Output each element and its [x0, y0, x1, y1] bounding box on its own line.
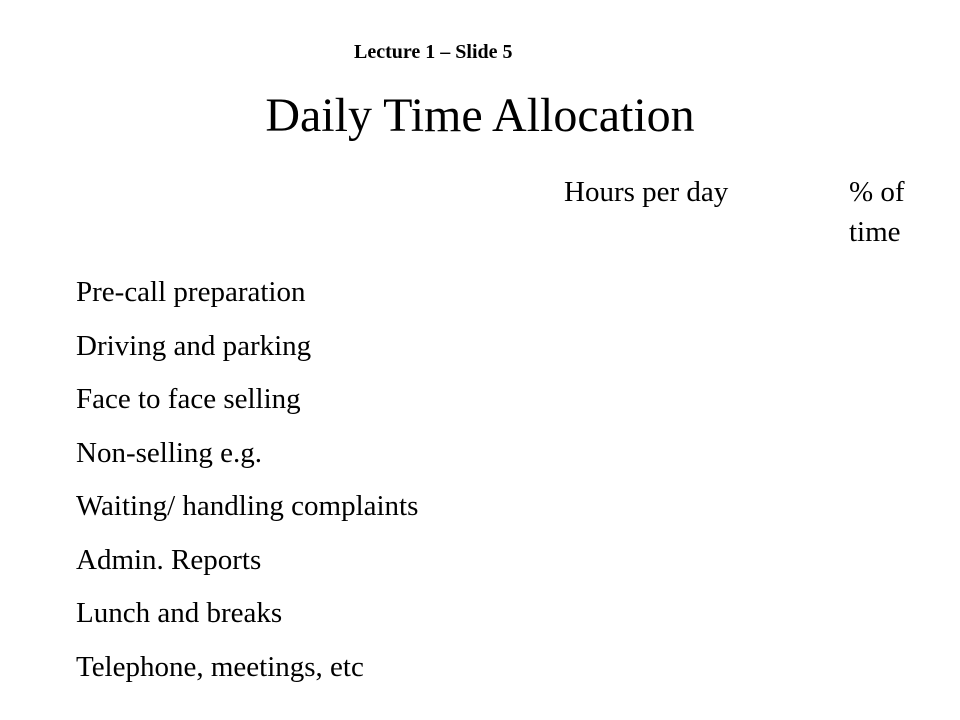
- activity-row: Non-selling e.g.: [76, 436, 263, 469]
- column-header-percent: % of time: [849, 176, 905, 248]
- activity-row: Pre-call preparation: [76, 276, 306, 308]
- lecture-slide-label: Lecture 1 – Slide 5: [354, 41, 513, 63]
- activity-row: Driving and parking: [76, 329, 312, 362]
- activity-row: Lunch and breaks: [76, 597, 283, 629]
- slide-title: Daily Time Allocation: [265, 89, 695, 142]
- activity-row: Telephone, meetings, etc: [76, 650, 364, 683]
- activity-row: Face to face selling: [76, 383, 301, 415]
- activity-row: Waiting/ handling complaints: [76, 490, 419, 522]
- activity-list: [76, 266, 418, 694]
- column-header-hours: Hours per day: [564, 176, 729, 208]
- activity-row: Admin. Reports: [76, 543, 262, 576]
